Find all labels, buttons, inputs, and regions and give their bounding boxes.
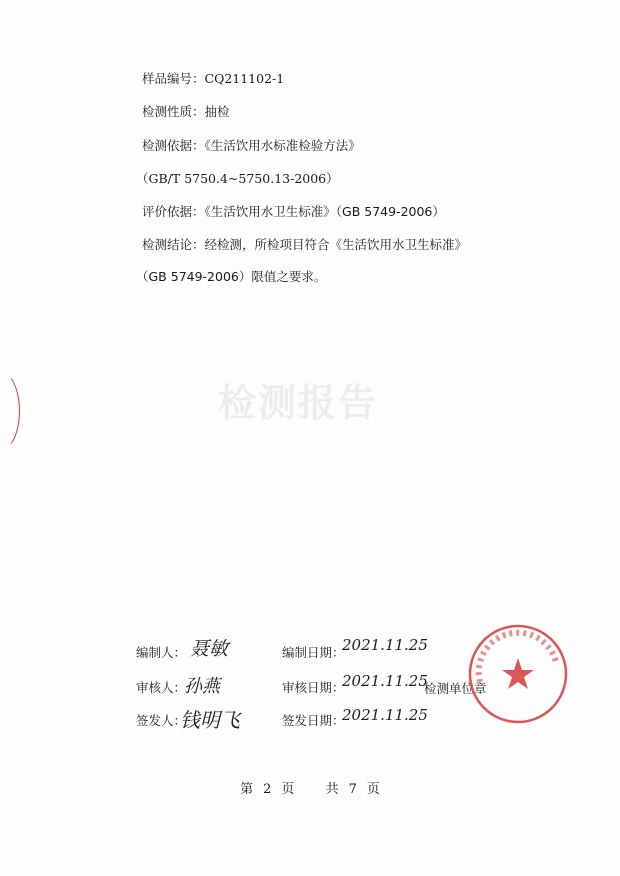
compiler-signature: 聂敏 [190, 638, 229, 660]
review-date-label: 审核日期： [282, 680, 345, 695]
test-nature: 检测性质：抽检 [142, 104, 230, 119]
compiler-label: 编制人： [136, 645, 187, 660]
test-conclusion: 检测结论：经检测，所检项目符合《生活饮用水卫生标准》 [142, 237, 468, 252]
edge-stamp-fragment [0, 370, 20, 452]
reviewer-signature: 孙燕 [184, 676, 220, 697]
issuer-signature: 钱明飞 [180, 708, 240, 732]
reviewer-label: 审核人： [136, 680, 187, 695]
sample-number: 样品编号：CQ211102-1 [142, 71, 285, 86]
page-total: 7 [348, 782, 357, 797]
seal-star-icon [502, 658, 534, 689]
evaluation-basis: 评价依据：《生活饮用水卫生标准》（GB 5749-2006） [142, 204, 445, 219]
unit-seal-label: 检测单位章 [424, 681, 487, 696]
review-date: 2021.11.25 [342, 672, 428, 690]
compile-date-label: 编制日期： [282, 645, 345, 660]
official-seal [466, 622, 570, 726]
test-basis-standard: （GB/T 5750.4~5750.13-2006） [136, 171, 339, 186]
issue-date-label: 签发日期： [282, 713, 345, 728]
compile-date: 2021.11.25 [342, 636, 428, 654]
issue-date: 2021.11.25 [342, 706, 428, 724]
page-footer: 第 2 页 共 7 页 [240, 782, 380, 797]
show-through-title: 检测报告 [218, 381, 379, 425]
page-number: 2 [263, 782, 272, 797]
test-basis: 检测依据：《生活饮用水标准检验方法》 [142, 138, 361, 153]
test-conclusion-cont: （GB 5749-2006）限值之要求。 [136, 269, 327, 284]
issuer-label: 签发人： [136, 713, 187, 728]
